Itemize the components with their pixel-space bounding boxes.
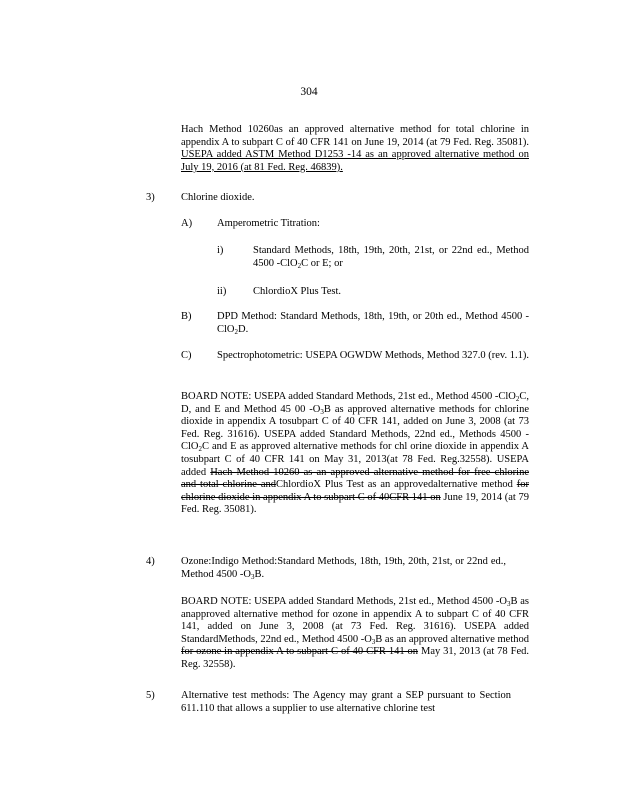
item-4-number: 4) [146,556,155,567]
item-5-text: Alternative test methods: The Agency may grant a SEP pursuant to Section 611.110 that allows a supplier to use alternative chlorine test [181,690,511,714]
intro-underlined-text: USEPA added ASTM Method D1253 -14 as an approved alternative method on July 19, 2016 (at 81 Fed. Reg. 46839). [181,149,529,173]
board-note-4: BOARD NOTE: USEPA added Standard Methods, 21st ed., Method 4500 $-O_3B$ as anapproved alternative method for ozone in appendix A to subpart C of 40 CFR 141, added on June 3, 2008 (at 73 Fed. Reg. 31616). USEPA added StandardMethods, 22nd ed., Method 4500 $-O_3B$ as an approved alternative method for ozone in appendix A to subpart C of 40 CFR 141 on May 31, 2013 (at 78 Fed. Reg. 32558). [181,596,530,670]
board-note-3-strike-2: for chlorine dioxide in appendix A to subpart C of 40CFR 141 on [181,479,529,503]
item-3aii-text: ChlordioX Plus Test. [253,286,342,297]
item-5-number: 5) [146,690,155,701]
item-3aii-label: ii) [217,286,227,297]
intro-paragraph [181,124,529,174]
item-3ai-text: Standard Methods, 18th, 19th, 20th, 21st, or 22nd ed., Method 4500 -ClO$_2$C or E; or [253,245,529,270]
item-3a-label: A) [181,218,193,229]
page-number: 304 [300,86,318,98]
item-3-number: 3) [146,192,155,203]
item-3b-text: DPD Method: Standard Methods, 18th, 19th, or 20th ed., Method 4500 -ClO$_2$D. [217,311,529,336]
item-3b-label: B) [181,311,192,322]
item-3a-title: Amperometric Titration: [217,218,320,229]
item-3ai-label: i) [217,245,224,256]
item-3c-text: Spectrophotometric: USEPA OGWDW Methods, Method 327.0 (rev. 1.1). [217,350,529,361]
intro-text: Hach Method 10260as an approved alternative method for total chlorine in appendix A to subpart C of 40 CFR 141 on June 19, 2014 (at 79 Fed. Reg. 35081). [181,124,529,148]
item-4-text: Ozone:Indigo Method:Standard Methods, 18th, 19th, 20th, 21st, or 22nd ed., Method 4500 $-O_3B$. [181,556,506,581]
board-note-3: BOARD NOTE: USEPA added Standard Methods, 21st ed., Method 4500 -ClO$_2$C, D, and E and Method 45 00 $-O_3B$ as approved alternative methods for chlorine dioxide in appendix A tosubpart C of 40 CFR 141, added on June 3, 2008 (at 73 Fed. Reg. 31616). USEPA added Standard Methods, 22nd ed., Methods 4500 -ClO$_2$C and E as approved alternative methods for chl orine dioxide in appendix A tosubpart C of 40 CFR 141 on May 31, 2013(at 78 Fed. Reg.32558). USEPA added Hach Method 10260 as an approved alternative method for free chlorine and total chlorine andChlordioX Plus Test as an approvedalternative method for chlorine dioxide in appendix A to subpart C of 40CFR 141 on June 19, 2014 (at 79 Fed. Reg. 35081). [181,391,530,516]
item-3-title: Chlorine dioxide. [181,192,255,203]
board-note-3-strike-1: Hach Method 10260 as an approved alternative method for free chlorine and total chlorine and [181,466,529,491]
board-note-4-strike: for ozone in appendix A to subpart C of 40 CFR 141 on [181,646,419,658]
item-3c-label: C) [181,350,192,361]
